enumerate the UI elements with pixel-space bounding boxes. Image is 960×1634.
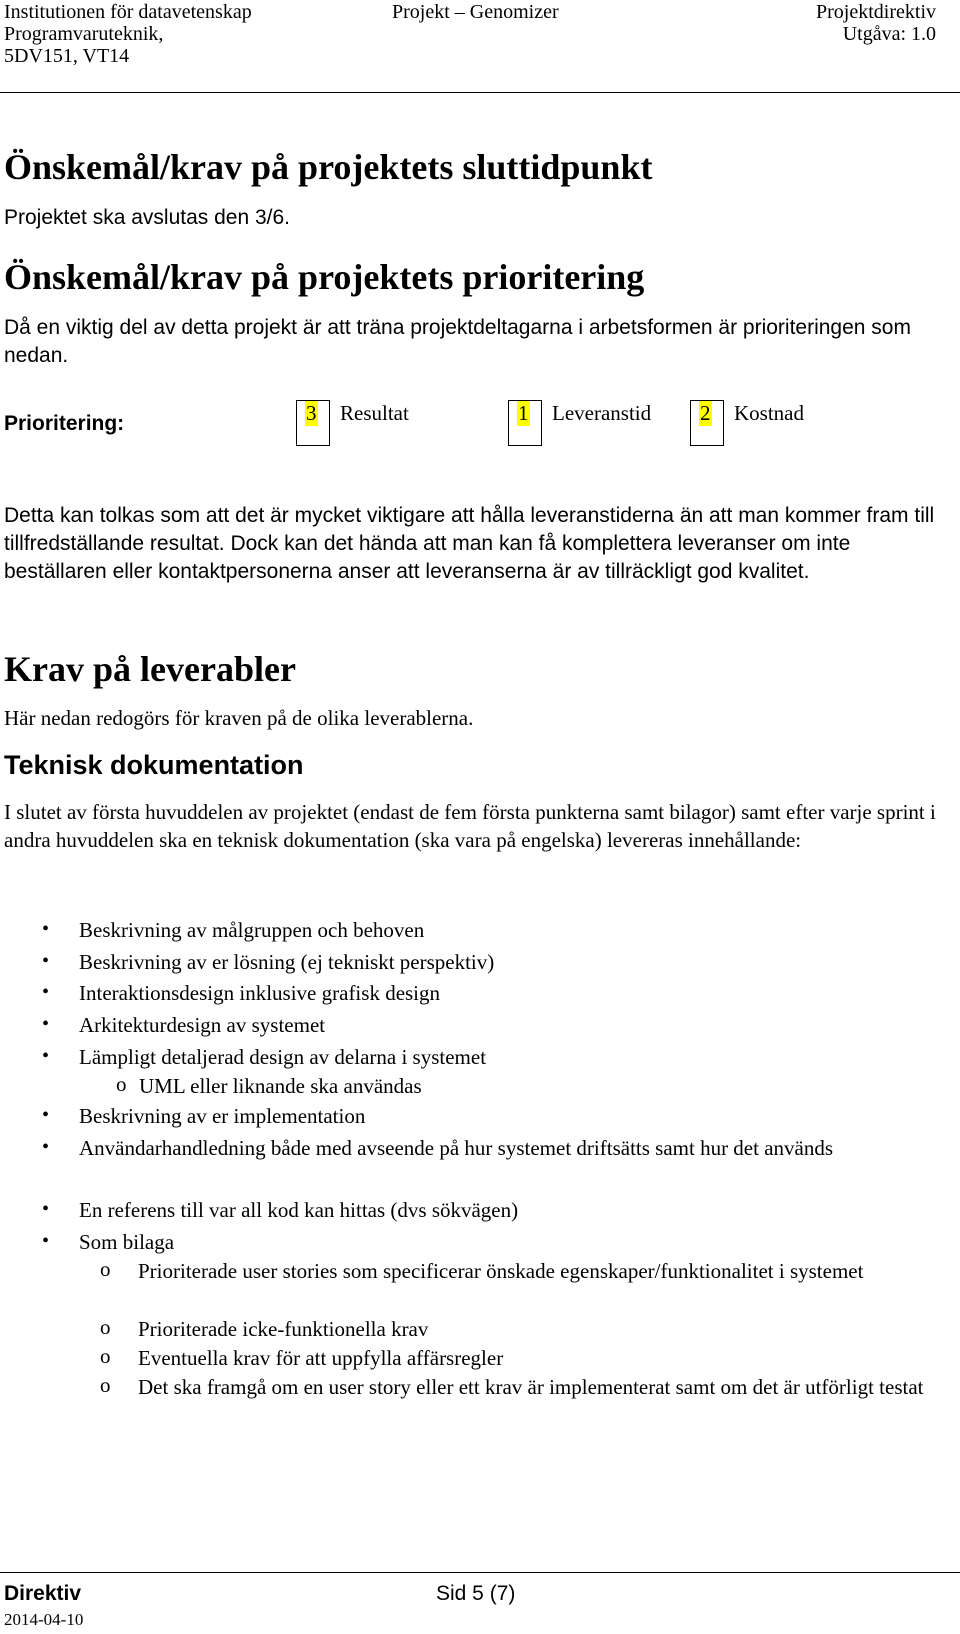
list-item: Lämpligt detaljerad design av delarna i systemet <box>79 1045 487 1069</box>
sub-list-item: Prioriterade user stories som specificerar önskade egenskaper/funktionalitet i systemet <box>138 1259 864 1283</box>
section-title-teknisk-dokumentation: Teknisk dokumentation <box>4 750 304 780</box>
section-text-sluttidpunkt: Projektet ska avslutas den 3/6. <box>4 206 290 229</box>
sub-bullet-marker: o <box>116 1072 127 1096</box>
bullet-marker: • <box>42 950 50 972</box>
bullet-marker: • <box>42 918 50 940</box>
priority-item-kostnad <box>690 400 850 448</box>
sub-bullet-marker: o <box>100 1257 111 1281</box>
priority-explanation: Detta kan tolkas som att det är mycket viktigare att hålla leveranstiderna än att man kommer fram till tillfredställande resultat. Dock kan det hända att man kan få komplettera leveranser om inte beställaren eller kontaktpersonerna anser att leveranserna är av tillräckligt god kvalitet. <box>4 504 935 583</box>
header-doctype: Projektdirektiv <box>816 1 936 23</box>
header-project: Projekt – Genomizer <box>392 1 559 23</box>
footer-rule <box>0 1572 960 1573</box>
list-item: Beskrivning av er lösning (ej tekniskt perspektiv) <box>79 950 495 974</box>
priority-item-resultat <box>296 400 456 448</box>
sub-list-item: Eventuella krav för att uppfylla affärsregler <box>138 1346 504 1370</box>
footer-doctype: Direktiv <box>4 1582 82 1605</box>
section-text-teknisk-dokumentation: I slutet av första huvuddelen av projektet (endast de fem första punkterna samt bilagor) samt efter varje sprint i andra huvuddelen ska en teknisk dokumentation (ska vara på engelska) levereras innehållande: <box>4 800 936 852</box>
bullet-marker: • <box>42 1104 50 1126</box>
sub-bullet-marker: o <box>100 1315 111 1339</box>
priority-item-label: Leveranstid <box>552 401 652 425</box>
sub-list-item: Det ska framgå om en user story eller ett krav är implementerat samt om det är utförligt testat <box>138 1375 924 1399</box>
priority-label: Prioritering: <box>4 412 125 435</box>
section-title-prioritering: Önskemål/krav på projektets prioritering <box>4 257 645 297</box>
bullet-marker: • <box>42 1045 50 1067</box>
list-item: Beskrivning av er implementation <box>79 1104 366 1128</box>
header-version: Utgåva: 1.0 <box>842 23 936 45</box>
list-item: Användarhandledning både med avseende på hur systemet driftsätts samt hur det används <box>79 1136 834 1160</box>
sub-bullet-marker: o <box>100 1344 111 1368</box>
bullet-marker: • <box>42 1198 50 1220</box>
bullet-marker: • <box>42 981 50 1003</box>
list-item: Beskrivning av målgruppen och behoven <box>79 918 425 942</box>
bullet-marker: • <box>42 1230 50 1252</box>
sub-bullet-marker: o <box>100 1373 111 1397</box>
section-title-sluttidpunkt: Önskemål/krav på projektets sluttidpunkt <box>4 147 653 187</box>
footer-page-number: Sid 5 (7) <box>436 1582 516 1605</box>
priority-item-leveranstid <box>508 400 678 448</box>
section-text-prioritering: Då en viktig del av detta projekt är att träna projektdeltagarna i arbetsformen är prioriteringen som nedan. <box>4 316 911 367</box>
section-text-leverabler: Här nedan redogörs för kraven på de olika leverablerna. <box>4 706 474 730</box>
priority-item-label: Resultat <box>340 401 409 425</box>
header-rule <box>0 92 960 93</box>
priority-number: 1 <box>518 401 529 425</box>
header-dept: Institutionen för datavetenskap <box>4 1 252 23</box>
sub-list-item: Prioriterade icke-funktionella krav <box>138 1317 429 1341</box>
priority-item-label: Kostnad <box>734 401 804 425</box>
bullet-marker: • <box>42 1013 50 1035</box>
section-title-leverabler: Krav på leverabler <box>4 649 296 689</box>
header-course: 5DV151, VT14 <box>4 45 130 67</box>
header-program: Programvaruteknik, <box>4 23 164 45</box>
list-item: Som bilaga <box>79 1230 175 1254</box>
priority-number: 2 <box>700 401 711 425</box>
list-item: Arkitekturdesign av systemet <box>79 1013 326 1037</box>
priority-number: 3 <box>306 401 317 425</box>
list-item: En referens till var all kod kan hittas (dvs sökvägen) <box>79 1198 519 1222</box>
sub-list-item: UML eller liknande ska användas <box>139 1074 422 1098</box>
list-item: Interaktionsdesign inklusive grafisk design <box>79 981 441 1005</box>
footer-date: 2014-04-10 <box>4 1610 84 1629</box>
bullet-marker: • <box>42 1136 50 1158</box>
